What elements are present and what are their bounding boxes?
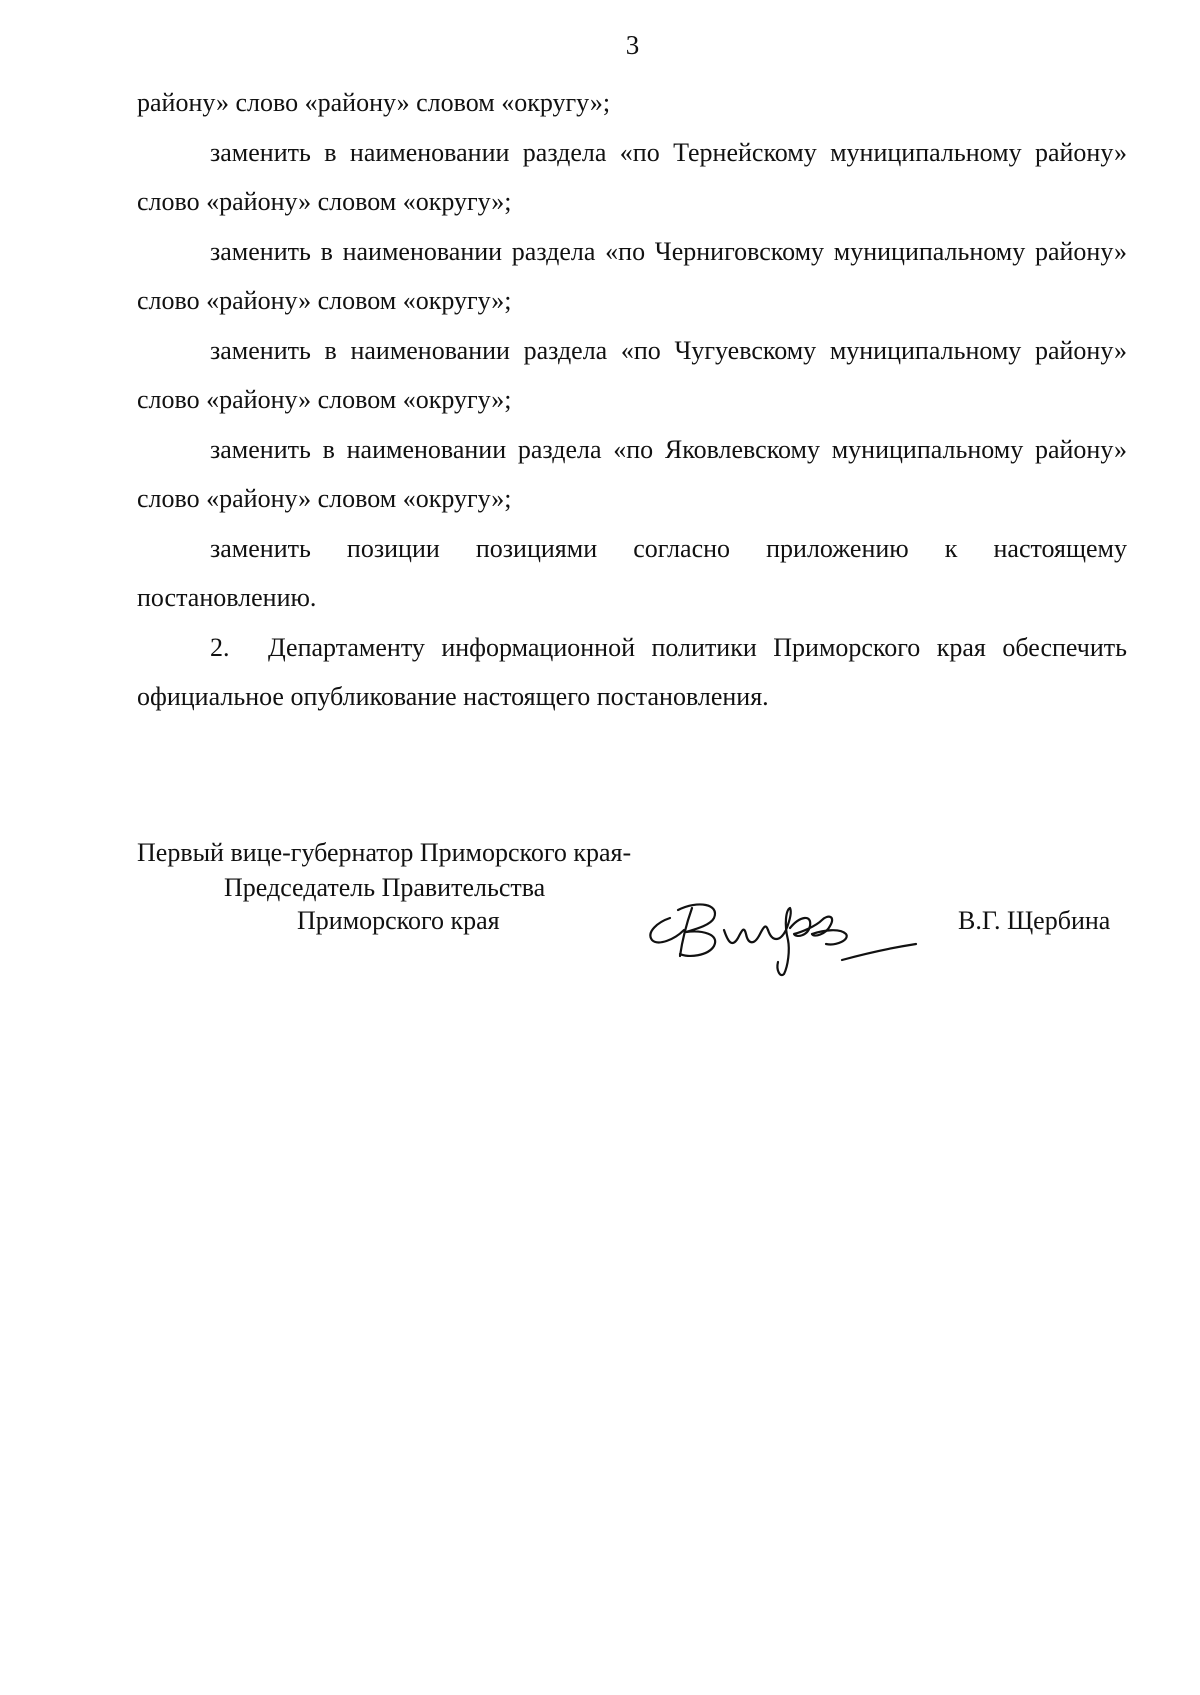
item-2-text: Департаменту информационной политики Приморского края обеспечить официальное опубликование настоящего постановления. — [137, 632, 1127, 711]
paragraph-item-2 — [137, 623, 1127, 722]
page-number: 3 — [625, 30, 640, 60]
signer-position-line-1: Первый вице-губернатор Приморского края- — [137, 838, 632, 867]
paragraph-continuation: району» слово «району» словом «округу»; — [137, 88, 611, 117]
signer-position-line-3: Приморского края — [297, 906, 500, 935]
paragraph-positions: заменить позиции позициями согласно приложению к настоящему постановлению. — [137, 533, 1127, 612]
handwritten-signature — [640, 880, 925, 980]
signer-name: В.Г. Щербина — [958, 906, 1111, 935]
item-number: 2. — [210, 632, 230, 662]
document-body — [137, 78, 1127, 722]
paragraph-chernigovka: заменить в наименовании раздела «по Черниговскому муниципальному району» слово «району» словом «округу»; — [137, 236, 1127, 315]
paragraph-yakovlevka: заменить в наименовании раздела «по Яковлевскому муниципальному району» слово «району» словом «округу»; — [137, 434, 1127, 513]
paragraph-ternei: заменить в наименовании раздела «по Тернейскому муниципальному району» слово «району» словом «округу»; — [137, 137, 1127, 216]
paragraph-chuguevka: заменить в наименовании раздела «по Чугуевскому муниципальному району» слово «району» словом «округу»; — [137, 335, 1127, 414]
signer-position-line-2: Председатель Правительства — [224, 873, 546, 902]
